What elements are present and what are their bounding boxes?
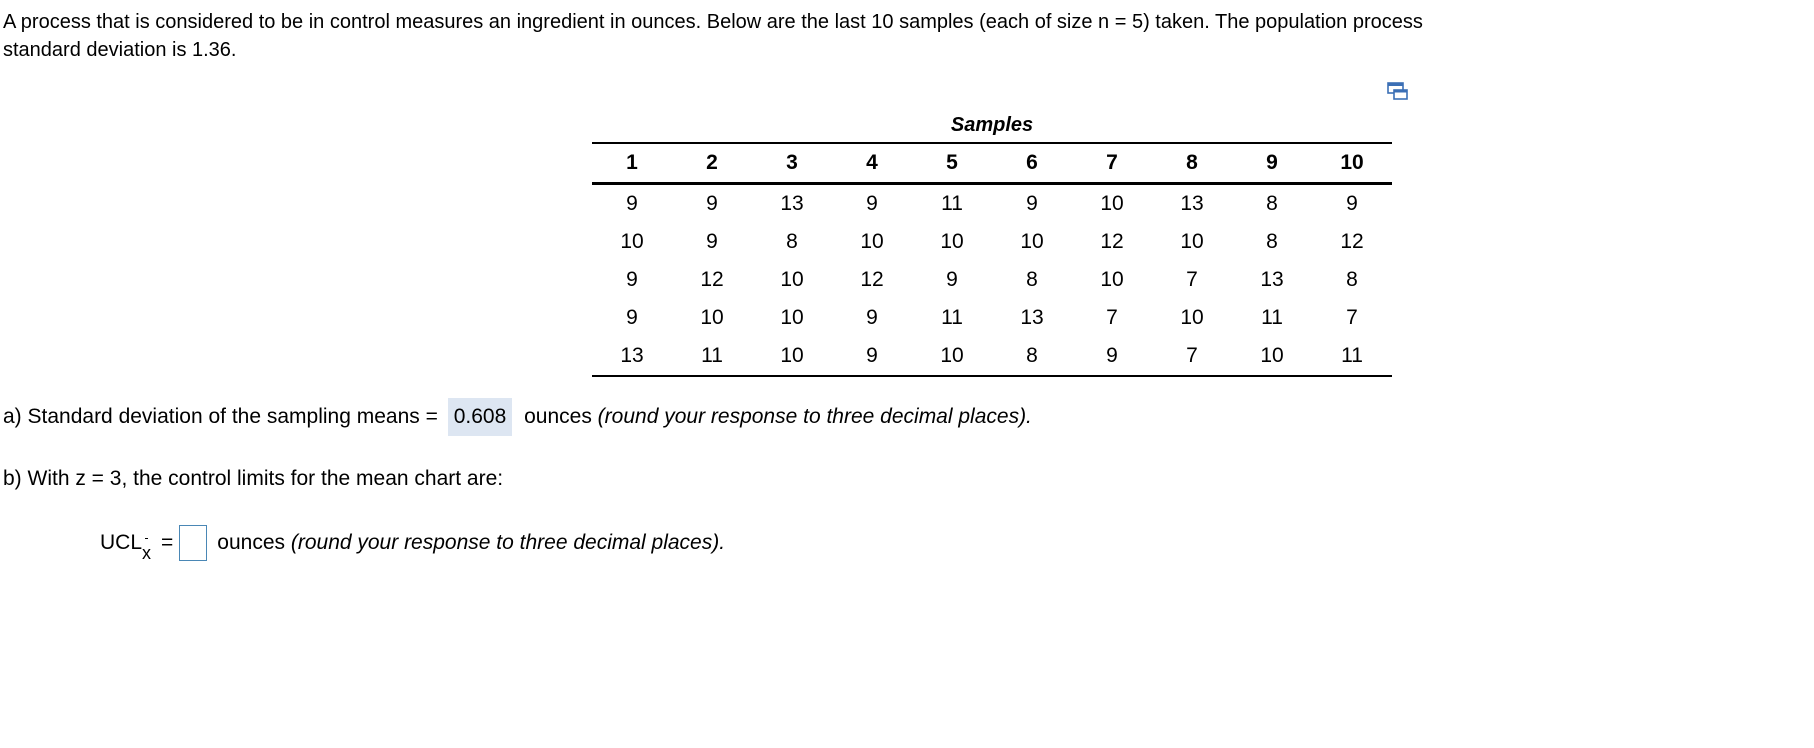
table-cell: 10 bbox=[860, 230, 884, 253]
table-cell: 12 bbox=[1100, 230, 1124, 253]
header-cell: 9 bbox=[1266, 151, 1278, 174]
table-cell: 13 bbox=[1020, 306, 1044, 329]
problem-statement bbox=[3, 8, 1814, 64]
table-cell: 7 bbox=[1106, 306, 1118, 329]
table-cell: 10 bbox=[1260, 344, 1284, 367]
table-cell: 11 bbox=[701, 344, 723, 367]
table-row bbox=[592, 223, 1392, 261]
table-cell: 9 bbox=[706, 192, 718, 215]
table-cell: 10 bbox=[780, 268, 804, 291]
ucl-unit: ounces bbox=[217, 531, 285, 554]
table-cell: 10 bbox=[1020, 230, 1044, 253]
table-cell: 9 bbox=[626, 192, 638, 215]
table-cell: 7 bbox=[1186, 268, 1198, 291]
part-a-answer[interactable]: 0.608 bbox=[448, 398, 513, 436]
table-cell: 9 bbox=[706, 230, 718, 253]
table-cell: 12 bbox=[860, 268, 884, 291]
table-cell: 9 bbox=[866, 344, 878, 367]
table-cell: 10 bbox=[780, 344, 804, 367]
table-row bbox=[592, 299, 1392, 337]
header-cell: 8 bbox=[1186, 151, 1198, 174]
table-cell: 9 bbox=[626, 306, 638, 329]
table-cell: 13 bbox=[1180, 192, 1204, 215]
table-cell: 10 bbox=[940, 230, 964, 253]
table-cell: 10 bbox=[700, 306, 724, 329]
table-cell: 13 bbox=[1260, 268, 1284, 291]
table-cell: 12 bbox=[700, 268, 724, 291]
ucl-line bbox=[100, 523, 725, 569]
samples-table bbox=[592, 142, 1392, 377]
table-cell: 9 bbox=[946, 268, 958, 291]
table-cell: 10 bbox=[1100, 192, 1124, 215]
header-cell: 2 bbox=[706, 151, 718, 174]
table-row bbox=[592, 184, 1392, 224]
ucl-input[interactable] bbox=[179, 525, 207, 561]
header-cell: 6 bbox=[1026, 151, 1038, 174]
table-row bbox=[592, 337, 1392, 376]
header-cell: 3 bbox=[786, 151, 798, 174]
table-row bbox=[592, 261, 1392, 299]
table-cell: 7 bbox=[1186, 344, 1198, 367]
table-cell: 9 bbox=[626, 268, 638, 291]
ucl-hint: (round your response to three decimal places). bbox=[290, 531, 726, 554]
table-cell: 9 bbox=[866, 192, 878, 215]
part-b-line: b) With z = 3, the control limits for the mean chart are: bbox=[3, 467, 504, 490]
table-cell: 8 bbox=[1026, 268, 1038, 291]
table-cell: 9 bbox=[1346, 192, 1358, 215]
table-cell: 7 bbox=[1346, 306, 1358, 329]
table-caption: Samples bbox=[950, 114, 1034, 136]
table-cell: 11 bbox=[1261, 306, 1283, 329]
samples-table-container bbox=[592, 108, 1392, 377]
table-cell: 10 bbox=[940, 344, 964, 367]
ucl-subscript-xbar: x bbox=[142, 533, 151, 573]
part-a-hint: (round your response to three decimal places). bbox=[597, 405, 1032, 428]
header-cell: 1 bbox=[626, 151, 638, 174]
table-cell: 8 bbox=[786, 230, 798, 253]
header-cell: 10 bbox=[1340, 151, 1364, 174]
part-a-line bbox=[3, 397, 1032, 437]
table-cell: 9 bbox=[1026, 192, 1038, 215]
table-cell: 9 bbox=[1106, 344, 1118, 367]
ucl-label-text: UCL bbox=[100, 531, 143, 554]
part-a-prefix: a) Standard deviation of the sampling means = bbox=[3, 405, 438, 428]
problem-line-1: A process that is considered to be in control measures an ingredient in ounces. Below are the last 10 samples (each of size n = 5) taken. The population process bbox=[3, 11, 1423, 33]
table-cell: 13 bbox=[620, 344, 644, 367]
table-cell: 9 bbox=[866, 306, 878, 329]
table-cell: 10 bbox=[1180, 230, 1204, 253]
table-cell: 11 bbox=[941, 306, 963, 329]
table-cell: 10 bbox=[1180, 306, 1204, 329]
part-a-unit: ounces bbox=[524, 405, 592, 428]
table-cell: 11 bbox=[1341, 344, 1363, 367]
table-cell: 8 bbox=[1026, 344, 1038, 367]
header-cell: 5 bbox=[946, 151, 958, 174]
table-cell: 10 bbox=[1100, 268, 1124, 291]
header-cell: 4 bbox=[866, 151, 878, 174]
table-cell: 13 bbox=[780, 192, 804, 215]
table-cell: 8 bbox=[1266, 192, 1278, 215]
table-cell: 8 bbox=[1346, 268, 1358, 291]
problem-line-2: standard deviation is 1.36. bbox=[3, 39, 237, 61]
ucl-equals: = bbox=[161, 531, 174, 554]
header-cell: 7 bbox=[1106, 151, 1118, 174]
table-cell: 11 bbox=[941, 192, 963, 215]
table-cell: 12 bbox=[1340, 230, 1364, 253]
ucl-label bbox=[100, 523, 151, 563]
table-cell: 10 bbox=[620, 230, 644, 253]
table-header-row bbox=[592, 143, 1392, 184]
table-cell: 8 bbox=[1266, 230, 1278, 253]
table-cell: 10 bbox=[780, 306, 804, 329]
copy-data-icon[interactable] bbox=[1387, 82, 1409, 100]
